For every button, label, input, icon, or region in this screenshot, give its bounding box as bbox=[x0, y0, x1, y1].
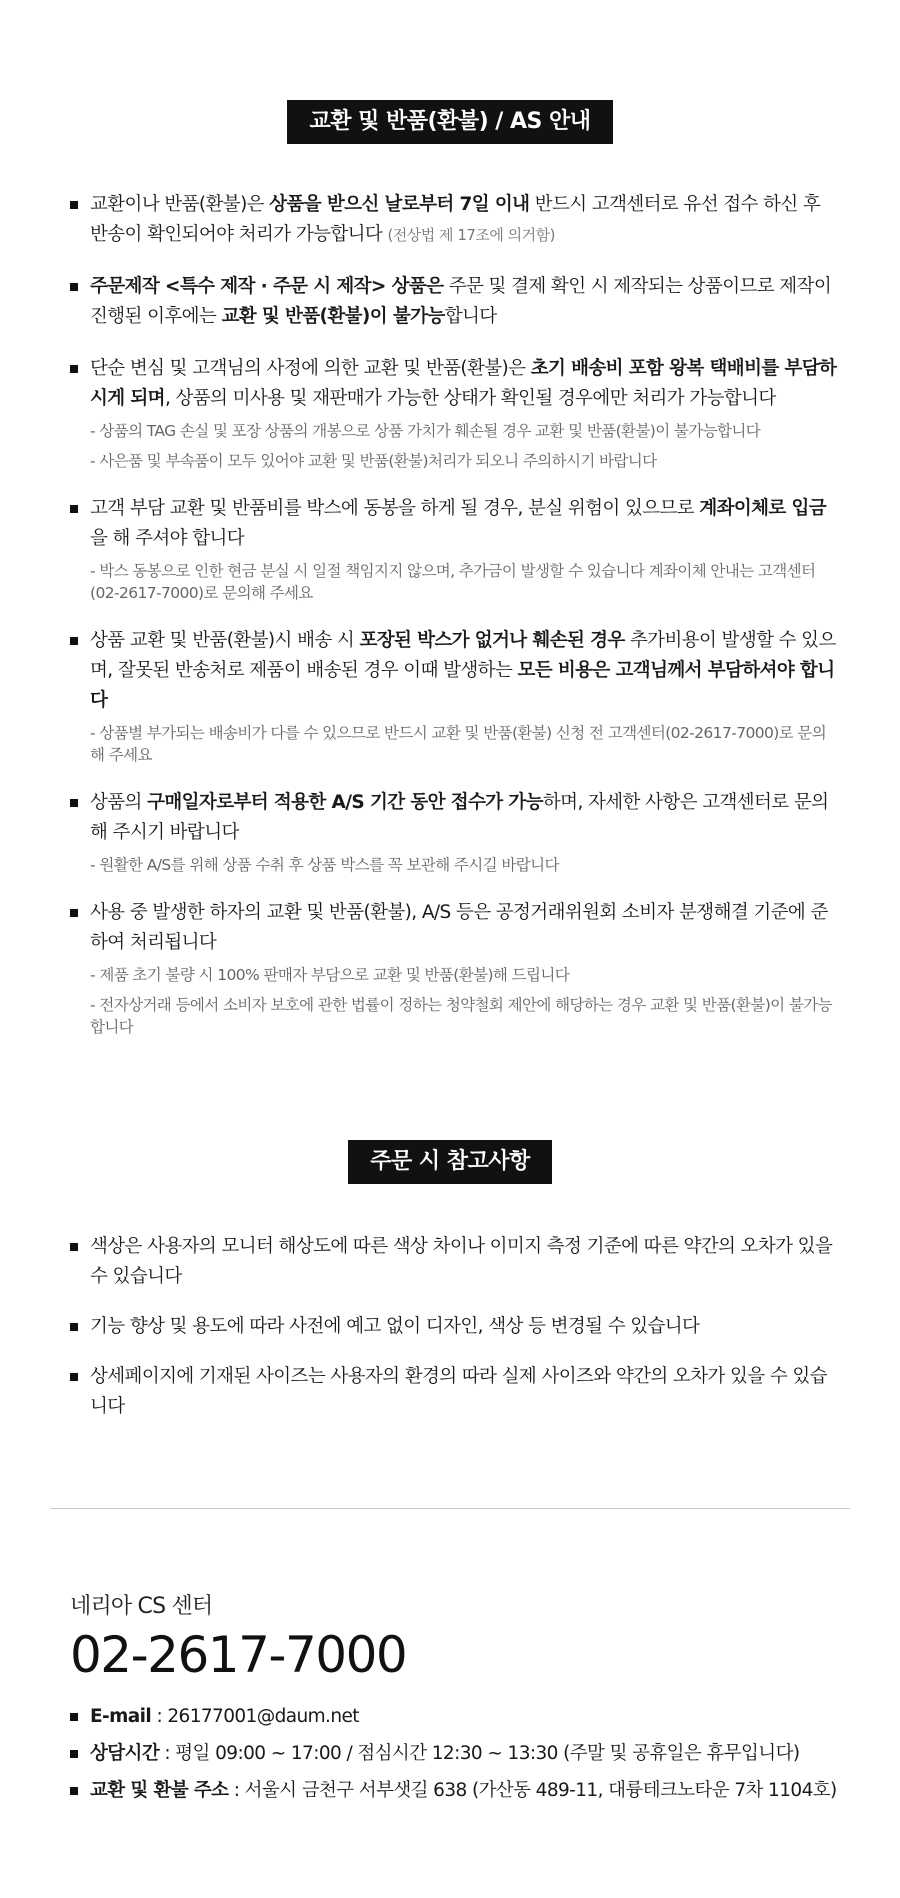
list-item-text bbox=[90, 494, 840, 554]
list-item-text: 기능 향상 및 용도에 따라 사전에 예고 없이 디자인, 색상 등 변경될 수 있습니다 bbox=[90, 1316, 700, 1337]
list-item-text bbox=[90, 190, 840, 250]
sub-note: - 제품 초기 불량 시 100% 판매자 부담으로 교환 및 반품(환불)해 드립니다 bbox=[90, 966, 570, 984]
text-segment: 고객 부담 교환 및 반품비를 박스에 동봉을 하게 될 경우, 분실 위험이 있으므로 bbox=[90, 498, 700, 519]
cs-info-key: E-mail bbox=[90, 1706, 152, 1727]
sub-note: - 전자상거래 등에서 소비자 보호에 관한 법률이 정하는 청약철회 제안에 해당하는 경우 교환 및 반품(환불)이 불가능합니다 bbox=[90, 996, 832, 1036]
list-item bbox=[70, 272, 840, 332]
emphasis-text: 모든 비용은 고객님께서 부담하셔야 합니다 bbox=[90, 660, 835, 711]
text-segment: 을 해 주셔야 합니다 bbox=[90, 528, 245, 549]
bullet-square bbox=[70, 505, 78, 513]
text-segment: 반드시 고객센터로 유선 접수 하신 후 반송이 확인되어야 처리가 가능합니다 bbox=[90, 194, 821, 245]
list-item bbox=[70, 788, 840, 876]
sub-note: - 사은품 및 부속품이 모두 있어야 교환 및 반품(환불)처리가 되오니 주의하시기 바랍니다 bbox=[90, 452, 657, 470]
order-notes-title: 주문 시 참고사항 bbox=[348, 1140, 552, 1184]
list-item bbox=[70, 354, 840, 472]
text-segment: 주문 및 결제 확인 시 제작되는 상품이므로 제작이 진행된 이후에는 bbox=[90, 276, 832, 327]
bullet-square bbox=[70, 1787, 78, 1795]
cs-info-item bbox=[70, 1741, 850, 1767]
bullet-square bbox=[70, 1373, 78, 1381]
bullet-square bbox=[70, 637, 78, 645]
cs-info-value[interactable]: : 26177001@daum.net bbox=[151, 1706, 359, 1727]
cs-info-key: 교환 및 환불 주소 bbox=[90, 1780, 229, 1801]
cs-info-value: : 서울시 금천구 서부샛길 638 (가산동 489-11, 대륭테크노타운 7차 1104호) bbox=[228, 1780, 837, 1801]
list-item bbox=[70, 190, 840, 250]
sub-note: - 원활한 A/S를 위해 상품 수취 후 상품 박스를 꼭 보관해 주시길 바랍니다 bbox=[90, 856, 559, 874]
sub-notes bbox=[90, 560, 840, 604]
text-segment: 상품의 bbox=[90, 792, 148, 813]
bullet-square bbox=[70, 1750, 78, 1758]
list-item-text bbox=[90, 272, 840, 332]
cs-info-key: 상담시간 bbox=[90, 1743, 160, 1764]
emphasis-text: 주문제작 <특수 제작 · 주문 시 제작> 상품은 bbox=[90, 276, 444, 297]
bullet-square bbox=[70, 1243, 78, 1251]
sub-notes bbox=[90, 964, 840, 1038]
order-notes-list bbox=[70, 1232, 840, 1442]
text-segment: 사용 중 발생한 하자의 교환 및 반품(환불), A/S 등은 공정거래위원회 소비자 분쟁해결 기준에 준하여 처리됩니다 bbox=[90, 902, 828, 953]
emphasis-text: 구매일자로부터 적용한 A/S 기간 동안 접수가 가능 bbox=[147, 792, 543, 813]
sub-note: - 상품의 TAG 손실 및 포장 상품의 개봉으로 상품 가치가 훼손될 경우 교환 및 반품(환불)이 불가능합니다 bbox=[90, 422, 761, 440]
list-item bbox=[70, 898, 840, 1038]
emphasis-text: 상품을 받으신 날로부터 7일 이내 bbox=[269, 194, 530, 215]
text-segment: 교환이나 반품(환불)은 bbox=[90, 194, 270, 215]
text-segment: 추가비용이 발생할 수 있으며, 잘못된 반송처로 제품이 배송된 경우 이때 발생하는 bbox=[90, 630, 836, 681]
cs-info-value: : 평일 09:00 ~ 17:00 / 점심시간 12:30 ~ 13:30 (주말 및 공휴일은 휴무입니다) bbox=[159, 1743, 800, 1764]
legal-reference-note: (전상법 제 17조에 의거함) bbox=[387, 226, 555, 244]
sub-notes bbox=[90, 722, 840, 766]
sub-note: - 상품별 부가되는 배송비가 다를 수 있으므로 반드시 교환 및 반품(환불) 신청 전 고객센터(02-2617-7000)로 문의해 주세요 bbox=[90, 724, 827, 764]
bullet-square bbox=[70, 1323, 78, 1331]
list-item bbox=[70, 1312, 840, 1342]
section-title-wrap-exchange bbox=[0, 100, 900, 144]
text-segment: 단순 변심 및 고객님의 사정에 의한 교환 및 반품(환불)은 bbox=[90, 358, 531, 379]
sub-notes bbox=[90, 420, 840, 472]
cs-info-item bbox=[70, 1704, 850, 1730]
text-segment: 상품 교환 및 반품(환불)시 배송 시 bbox=[90, 630, 360, 651]
bullet-square bbox=[70, 799, 78, 807]
bullet-square bbox=[70, 201, 78, 209]
list-item bbox=[70, 494, 840, 604]
cs-center-label: 네리아 CS 센터 bbox=[70, 1594, 213, 1619]
list-item-text bbox=[90, 788, 840, 848]
bullet-square bbox=[70, 1713, 78, 1721]
text-segment: 하며, 자세한 사항은 고객센터로 문의해 주시기 바랍니다 bbox=[90, 792, 829, 843]
list-item-text bbox=[90, 898, 840, 958]
emphasis-text: 포장된 박스가 없거나 훼손된 경우 bbox=[359, 630, 625, 651]
list-item bbox=[70, 1362, 840, 1422]
cs-center bbox=[70, 1592, 850, 1815]
list-item bbox=[70, 1232, 840, 1292]
emphasis-text: 계좌이체로 입금 bbox=[699, 498, 827, 519]
list-item-text: 상세페이지에 기재된 사이즈는 사용자의 환경의 따라 실제 사이즈와 약간의 오차가 있을 수 있습니다 bbox=[90, 1366, 827, 1417]
exchange-return-list bbox=[70, 190, 840, 1060]
text-segment: 합니다 bbox=[444, 306, 497, 327]
bullet-square bbox=[70, 365, 78, 373]
sub-note: - 박스 동봉으로 인한 현금 분실 시 일절 책임지지 않으며, 추가금이 발생할 수 있습니다 계좌이체 안내는 고객센터(02-2617-7000)로 문의해 주세요 bbox=[90, 562, 816, 602]
text-segment: , 상품의 미사용 및 재판매가 가능한 상태가 확인될 경우에만 처리가 가능합니다 bbox=[164, 388, 776, 409]
list-item-text bbox=[90, 354, 840, 414]
list-item bbox=[70, 626, 840, 766]
section-divider bbox=[50, 1508, 850, 1509]
cs-info-item bbox=[70, 1778, 850, 1804]
emphasis-text: 교환 및 반품(환불)이 불가능 bbox=[221, 306, 445, 327]
cs-phone-number: 02-2617-7000 bbox=[70, 1626, 407, 1684]
cs-info-list bbox=[70, 1704, 850, 1804]
sub-notes bbox=[90, 854, 840, 876]
list-item-text bbox=[90, 626, 840, 716]
bullet-square bbox=[70, 283, 78, 291]
emphasis-text: 초기 배송비 포함 왕복 택배비를 부담하시게 되며 bbox=[90, 358, 837, 409]
section-title-wrap-order bbox=[0, 1140, 900, 1184]
exchange-return-as-title: 교환 및 반품(환불) / AS 안내 bbox=[287, 100, 612, 144]
bullet-square bbox=[70, 909, 78, 917]
list-item-text: 색상은 사용자의 모니터 해상도에 따른 색상 차이나 이미지 측정 기준에 따른 약간의 오차가 있을 수 있습니다 bbox=[90, 1236, 833, 1287]
